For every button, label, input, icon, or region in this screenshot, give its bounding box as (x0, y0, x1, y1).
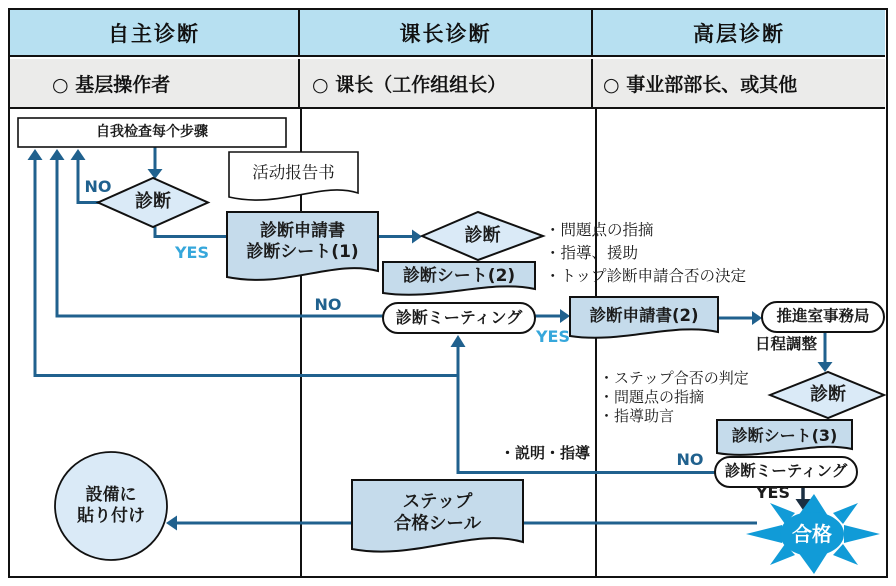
equipment-label: 設備に 貼り付け (77, 484, 145, 526)
no-label-3: NO (676, 449, 704, 469)
arrowhead (818, 362, 833, 372)
sheet3-label: 診断シート(3) (731, 426, 838, 445)
no-label-2: NO (314, 294, 342, 314)
explain-guide-label: ・説明・指導 (499, 443, 590, 462)
sheet2-label: 診断シート(2) (402, 265, 516, 286)
office-label: 推進室事務局 (776, 307, 870, 326)
note-mid-3: ・指導助言 (599, 406, 675, 425)
note-top-1: ・問題点の指摘 (545, 221, 654, 240)
arrowhead (166, 516, 177, 531)
arrowhead (71, 149, 86, 160)
note-mid-2: ・問題点の指摘 (599, 387, 705, 406)
diamond1-label: 診断 (135, 191, 171, 213)
meeting1-label: 診断ミーティング (395, 308, 523, 327)
diamond2-label: 診断 (464, 224, 501, 246)
header-col-top-level: 高层诊断 (693, 21, 785, 46)
arrowhead (50, 149, 65, 160)
diamond3-label: 診断 (810, 383, 846, 405)
arrow-yes1-to-apply1 (155, 227, 230, 237)
role-section-chief: ○ 课长（工作组组长） (300, 59, 593, 107)
step-seal-label: ステップ 合格シール (393, 492, 482, 534)
yes-label-3: YES (755, 482, 791, 502)
role-operator: ○ 基层操作者 (10, 59, 300, 107)
application-sheet1-label: 診断申請書 診断シート(1) (246, 220, 359, 262)
note-top-3: ・トップ診断申請合否の決定 (545, 267, 747, 286)
arrowhead (28, 149, 43, 160)
arrowhead (560, 309, 570, 323)
activity-report-label: 活动报告书 (252, 162, 335, 182)
note-top-2: ・指導、援助 (545, 244, 639, 263)
self-check-label: 自我检查每个步骤 (96, 123, 208, 140)
application2-label: 診断申請書(2) (589, 305, 699, 325)
arrowhead (451, 335, 466, 347)
header-col-section-chief: 课长诊断 (300, 10, 593, 55)
note-mid-1: ・ステップ合否の判定 (599, 368, 749, 387)
pass-label: 合格 (792, 521, 832, 546)
header-col-self: 自主诊断 (10, 10, 300, 55)
yes-label-1: YES (174, 242, 210, 262)
arrowhead (752, 311, 762, 325)
meeting2-label: 診断ミーティング (724, 462, 848, 481)
no-label-1: NO (84, 176, 112, 196)
arrowhead (412, 230, 422, 244)
yes-label-2: YES (535, 326, 571, 346)
role-division-head: ○ 事业部部长、或其他 (603, 73, 798, 96)
schedule-adjust-label: 日程調整 (754, 335, 817, 354)
